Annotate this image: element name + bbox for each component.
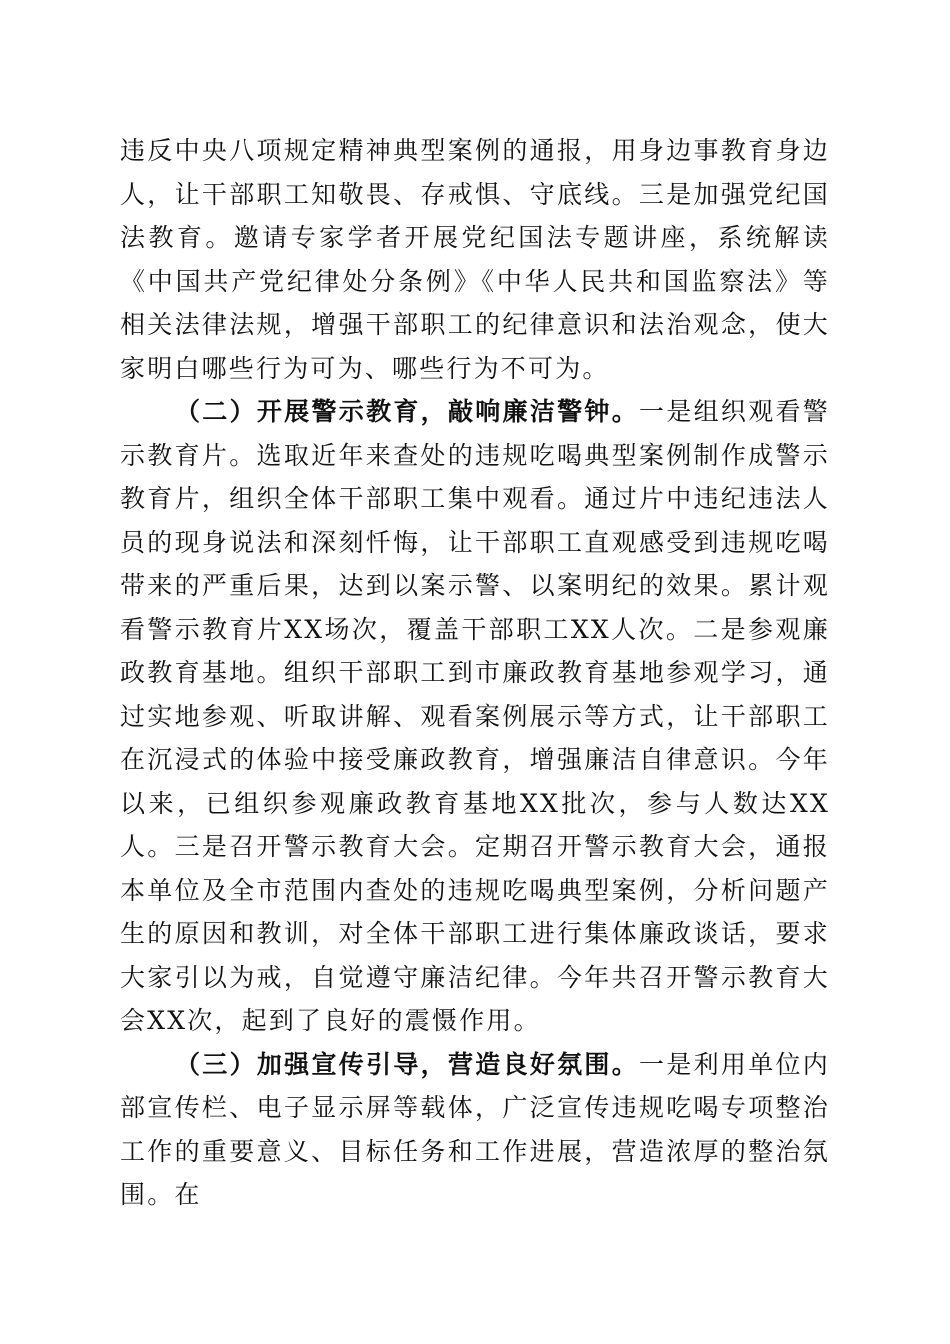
paragraph-publicity: [120, 1043, 830, 1217]
section-heading: （三）加强宣传引导，营造良好氛围。: [175, 1049, 640, 1079]
document-body: [120, 129, 830, 1217]
paragraph-warning-education: [120, 390, 830, 1043]
paragraph-text: 一是利用单位内部宣传栏、电子显示屏等载体，广泛宣传违规吃喝专项整治工作的重要意义、目标任务和工作进展，营造浓厚的整治氛围。在: [120, 1049, 831, 1209]
paragraph-continuation: [120, 129, 830, 390]
section-heading: （二）开展警示教育，敲响廉洁警钟。: [175, 397, 640, 426]
paragraph-text: 一是组织观看警示教育片。选取近年来查处的违规吃喝典型案例制作成警示教育片，组织全体干部职工集中观看。通过片中违纪违法人员的现身说法和深刻忏悔，让干部职工直观感受到违规吃喝带来的严重后果，达到以案示警、以案明纪的效果。累计观看警示教育片XX场次，覆盖干部职工XX人次。二是参观廉政教育基地。组织干部职工到市廉政教育基地参观学习，通过实地参观、听取讲解、观看案例展示等方式，让干部职工在沉浸式的体验中接受廉政教育，增强廉洁自律意识。今年以来，已组织参观廉政教育基地XX批次，参与人数达XX人。三是召开警示教育大会。定期召开警示教育大会，通报本单位及全市范围内查处的违规吃喝典型案例，分析问题产生的原因和教训，对全体干部职工进行集体廉政谈话，要求大家引以为戒，自觉遵守廉洁纪律。今年共召开警示教育大会XX次，起到了良好的震慑作用。: [120, 397, 831, 1035]
paragraph-text: 违反中央八项规定精神典型案例的通报，用身边事教育身边人，让干部职工知敬畏、存戒惧、守底线。三是加强党纪国法教育。邀请专家学者开展党纪国法专题讲座，系统解读《中国共产党纪律处分条例》《中华人民共和国监察法》等相关法律法规，增强干部职工的纪律意识和法治观念，使大家明白哪些行为可为、哪些行为不可为。: [120, 136, 830, 383]
